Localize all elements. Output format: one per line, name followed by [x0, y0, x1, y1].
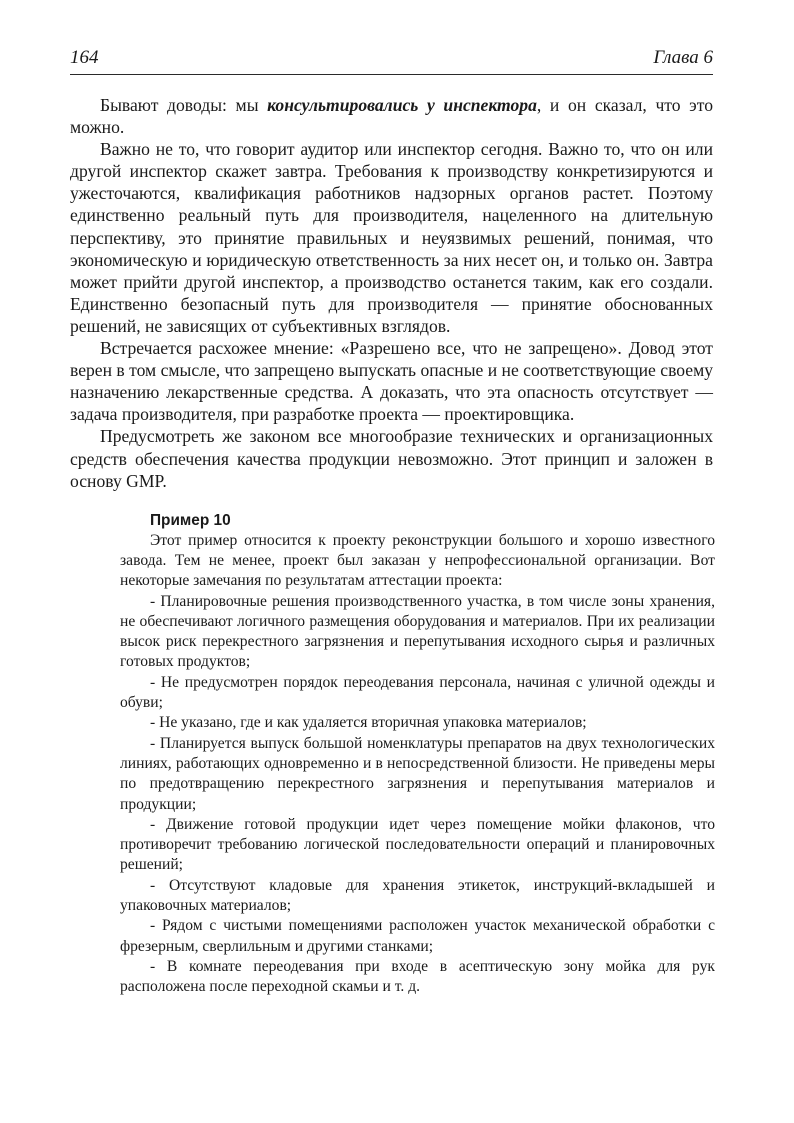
example-remark: - Не указано, где и как удаляется вторичная упаковка материалов;	[150, 714, 587, 732]
example-remark: - Не предусмотрен порядок переодевания персонала, начиная с уличной одежды и обуви;	[120, 673, 715, 712]
main-text	[70, 94, 713, 492]
paragraph-arguments	[70, 94, 713, 138]
example-remark: - Планировочные решения производственного участка, в том числе зоны хранения, не обеспечивают логичного размещения оборудования и материалов. При их реализации высок риск перекрестного загрязнения и перепутывания исходного сырья и различных готовых продуктов;	[120, 592, 715, 671]
paragraph-common-opinion: Встречается расхожее мнение: «Разрешено все, что не запрещено». Довод этот верен в том смысле, что запрещено выпускать опасные и не соответствующие своему назначению лекарственные средства. А доказать, что эта опасность отсутствует — задача производителя, при разработке проекта — проектировщика.	[70, 338, 714, 425]
example-remark: - Рядом с чистыми помещениями расположен участок механической обработки с фрезерным, сверлильным и другими станками;	[120, 917, 715, 955]
paragraph-text: , и он сказал, что это можно.	[70, 95, 713, 138]
example-remark: - В комнате переодевания при входе в асептическую зону мойка для рук расположена после переходной скамьи и т. д.	[120, 957, 715, 996]
example-remark: - Отсутствуют кладовые для хранения этикеток, инструкций-вкладышей и упаковочных материалов;	[120, 876, 715, 915]
book-page	[70, 40, 713, 998]
example-block	[120, 511, 715, 998]
example-title: Пример 10	[150, 511, 231, 529]
paragraph-text: Бывают доводы: мы	[100, 95, 268, 115]
chapter-title: Глава 6	[653, 47, 713, 68]
example-remark: - Планируется выпуск большой номенклатуры препаратов на двух технологических линиях, работающих одновременно и в непосредственной близости. Не приведены меры по предотвращению перекрестного загрязнения и перепутывания материалов и продукции;	[120, 734, 715, 813]
example-intro: Этот пример относится к проекту реконструкции большого и хорошо известного завода. Тем не менее, проект был заказан у непрофессиональной организации. Вот некоторые замечания по результатам аттестации проекта:	[120, 531, 715, 590]
paragraph-responsibility: Важно не то, что говорит аудитор или инспектор сегодня. Важно то, что он или другой инспектор скажет завтра. Требования к производству конкретизируются и ужесточаются, квалификация работников надзорных органов растет. Поэтому единственно реальный путь для производителя, нацеленного на длительную перспективу, это принятие правильных и неуязвимых решений, понимая, что экономическую и юридическую ответственность за них несет он, и только он. Завтра может прийти другой инспектор, а производство останется таким, как его создали. Единственно безопасный путь для производителя — принятие обоснованных решений, не зависящих от субъективных взглядов.	[70, 139, 713, 336]
running-head	[70, 40, 713, 75]
paragraph-gmp-principle: Предусмотреть же законом все многообразие технических и организационных средств обеспечения качества продукции невозможно. Этот принцип и заложен в основу GMP.	[70, 426, 713, 491]
page-number: 164	[70, 47, 99, 68]
example-remark: - Движение готовой продукции идет через помещение мойки флаконов, что противоречит требованию логической последовательности операций и планировочных решений;	[120, 815, 715, 874]
emphasized-phrase: консультировались у инспектора	[267, 95, 537, 115]
